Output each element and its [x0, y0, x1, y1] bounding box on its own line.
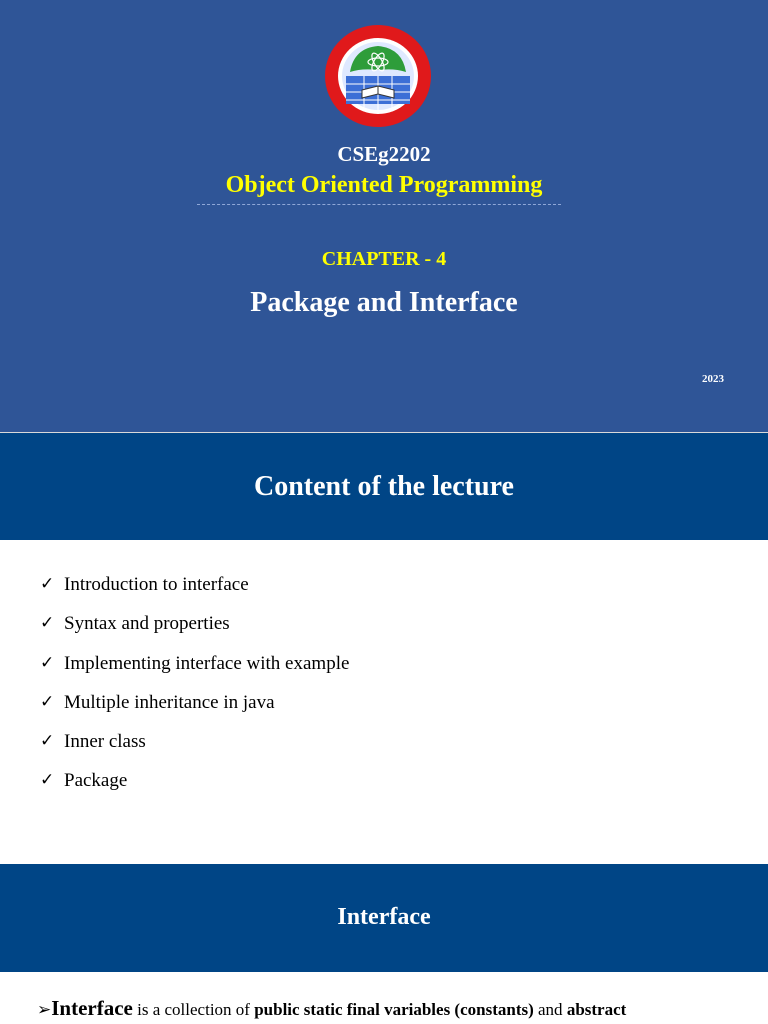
title-slide	[0, 0, 768, 432]
list-item-label: Introduction to interface	[64, 574, 249, 595]
interface-term: Interface	[51, 996, 133, 1020]
list-item	[40, 653, 349, 692]
check-icon: ✓	[40, 613, 55, 634]
list-item-label: Package	[64, 770, 128, 792]
check-icon: ✓	[40, 731, 55, 752]
interface-heading: Interface	[337, 904, 431, 930]
list-item-label: Inner class	[64, 731, 146, 753]
course-title: Object Oriented Programming	[225, 172, 543, 198]
list-item	[40, 770, 349, 809]
list-item-label: Syntax and properties	[64, 613, 230, 635]
definition-text-1: is a collection of	[132, 1000, 255, 1019]
interface-definition	[37, 996, 757, 1021]
course-code: CSEg2202	[337, 142, 431, 166]
contents-list	[40, 574, 349, 810]
contents-slide	[0, 540, 768, 864]
contents-heading: Content of the lecture	[254, 471, 514, 502]
title-underline	[197, 204, 561, 205]
definition-bold-1: public static final variables (constants)	[254, 1000, 534, 1019]
list-item	[40, 613, 349, 652]
chapter-label: CHAPTER - 4	[321, 248, 447, 270]
list-item	[40, 731, 349, 770]
check-icon: ✓	[40, 574, 55, 594]
list-item-label: Multiple inheritance in java	[64, 691, 275, 713]
chapter-title: Package and Interface	[250, 287, 518, 318]
university-seal-icon	[324, 24, 432, 128]
list-item	[40, 574, 349, 613]
check-icon: ✓	[40, 770, 55, 791]
contents-header	[0, 433, 768, 540]
check-icon: ✓	[40, 691, 55, 712]
definition-bold-2: abstract	[566, 1000, 627, 1019]
list-item-label: Implementing interface with example	[64, 652, 350, 674]
check-icon: ✓	[40, 652, 55, 673]
interface-header	[0, 864, 768, 972]
year-label: 2023	[702, 373, 724, 385]
definition-text-2: and	[533, 1000, 567, 1019]
arrow-bullet-icon: ➢	[37, 1000, 52, 1020]
list-item	[40, 692, 349, 731]
